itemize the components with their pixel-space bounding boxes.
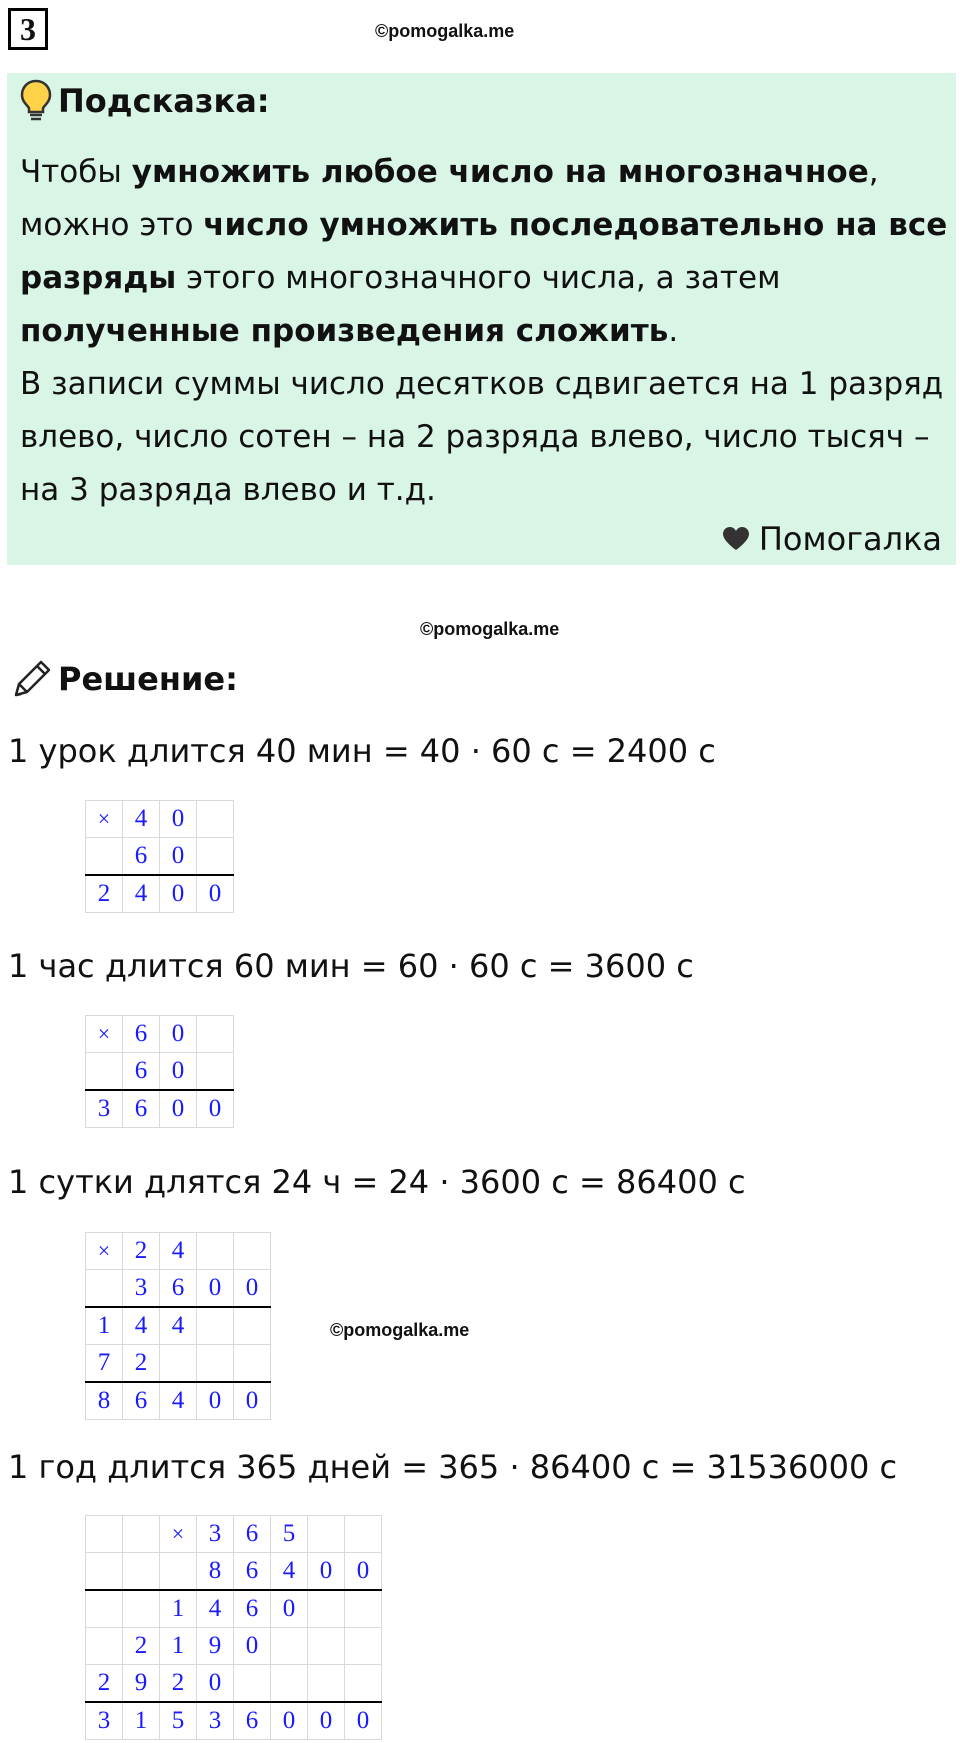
calc-cell [308,1665,345,1703]
multiply-sign: × [86,1016,123,1053]
calc-cell: 0 [345,1553,382,1591]
calc-cell: 1 [86,1307,123,1345]
calc-cell [234,1665,271,1703]
calc-cell: 1 [160,1628,197,1665]
hint-text-part: . [668,313,679,349]
calc-cell: 0 [234,1628,271,1665]
calc-cell [86,1628,123,1665]
calc-cell: 2 [123,1233,160,1270]
hint-signature [721,520,942,558]
calc-cell [308,1516,345,1553]
calc-cell: 2 [160,1665,197,1703]
hint-bold-part: умножить любое число на многозначное [131,154,869,190]
calc-cell: 3 [86,1090,123,1128]
hint-text-part: Чтобы [20,154,132,190]
calc-cell [86,1053,123,1091]
calc-cell: 0 [234,1382,271,1420]
watermark-middle: ©pomogalka.me [420,619,560,639]
calc-row [86,1016,234,1053]
calc-row [86,1702,382,1740]
calc-cell: 2 [123,1345,160,1383]
calc-cell: 0 [197,1665,234,1703]
hint-paragraph-2: В записи суммы число десятков сдвигается на 1 разряд влево, число сотен – на 2 разряда влево, число тысяч – на 3 разряда влево и т.д. [20,366,944,508]
calc-cell [197,838,234,876]
calc-cell: 0 [271,1702,308,1740]
solution-line-2: 1 час длится 60 мин = 60 · 60 с = 3600 с [8,947,694,985]
calc-cell: 4 [160,1233,197,1270]
calc-cell: 9 [123,1665,160,1703]
calc-cell: 6 [234,1702,271,1740]
calc-cell [345,1628,382,1665]
calc-cell: 5 [160,1702,197,1740]
calc-cell: 0 [271,1590,308,1628]
calc-cell: 4 [123,1307,160,1345]
calc-cell: 2 [86,875,123,913]
calc-row [86,1233,271,1270]
calc-cell [234,1233,271,1270]
calc-cell [308,1590,345,1628]
calc-cell: 3 [86,1702,123,1740]
calc-cell: 0 [160,875,197,913]
calc-row [86,1665,382,1703]
calc-cell: 0 [197,1382,234,1420]
calc-cell: 4 [197,1590,234,1628]
pencil-icon [10,657,54,705]
calc-cell: 6 [234,1553,271,1591]
calc-cell [160,1553,197,1591]
calc-row [86,1270,271,1308]
calc-table-3 [85,1232,271,1420]
calc-row [86,1090,234,1128]
calc-cell: 0 [234,1270,271,1308]
calc-cell [123,1553,160,1591]
calc-cell: 7 [86,1345,123,1383]
solution-title: Решение: [58,660,238,698]
calc-cell: 4 [160,1307,197,1345]
calc-cell: 6 [123,1090,160,1128]
calc-cell: 4 [160,1382,197,1420]
calc-cell [86,838,123,876]
calc-cell [86,1553,123,1591]
calc-cell [197,1053,234,1091]
calc-cell [197,1016,234,1053]
calc-row [86,1053,234,1091]
multiply-sign: × [160,1516,197,1553]
hint-title: Подсказка: [58,82,270,120]
calc-cell [234,1307,271,1345]
calc-cell: 6 [234,1590,271,1628]
calc-cell [345,1665,382,1703]
calc-cell: 6 [123,1382,160,1420]
calc-cell: 3 [197,1702,234,1740]
calc-cell: 8 [86,1382,123,1420]
calc-cell: 0 [197,875,234,913]
calc-cell: 5 [271,1516,308,1553]
calc-cell: 6 [123,1016,160,1053]
signature-text: Помогалка [758,520,942,558]
calc-row [86,1553,382,1591]
multiply-sign: × [86,801,123,838]
calc-cell [86,1516,123,1553]
calc-cell: 3 [123,1270,160,1308]
calc-cell [271,1665,308,1703]
calc-row [86,838,234,876]
calc-row [86,1307,271,1345]
hint-bold-part: число умножить последовательно на все разряды [20,207,948,296]
hint-text [20,146,950,517]
calc-cell: 4 [123,801,160,838]
multiply-sign: × [86,1233,123,1270]
solution-line-3: 1 сутки длятся 24 ч = 24 · 3600 с = 86400 с [8,1163,746,1201]
calc-cell: 0 [160,1090,197,1128]
calc-row [86,1382,271,1420]
calc-cell: 0 [197,1270,234,1308]
calc-cell: 9 [197,1628,234,1665]
calc-table-2 [85,1015,234,1128]
calc-cell: 6 [160,1270,197,1308]
calc-cell: 2 [86,1665,123,1703]
calc-row [86,1628,382,1665]
calc-cell [197,1307,234,1345]
calc-cell: 3 [197,1516,234,1553]
calc-table-4 [85,1515,382,1740]
calc-row [86,1590,382,1628]
calc-cell: 1 [123,1702,160,1740]
lightbulb-icon [18,78,54,126]
calc-cell: 0 [308,1702,345,1740]
watermark-bottom: ©pomogalka.me [330,1320,470,1340]
calc-cell [86,1270,123,1308]
hint-text-part: , можно это [20,154,879,243]
calc-cell: 0 [160,1053,197,1091]
task-number: 3 [8,8,48,50]
calc-cell: 2 [123,1628,160,1665]
calc-cell [345,1516,382,1553]
hint-bold-part: полученные произведения сложить [20,313,669,349]
calc-cell [123,1590,160,1628]
calc-row [86,1345,271,1383]
calc-cell: 6 [123,838,160,876]
calc-cell [308,1628,345,1665]
calc-row [86,1516,382,1553]
calc-cell: 8 [197,1553,234,1591]
calc-cell: 0 [160,1016,197,1053]
calc-cell [160,1345,197,1383]
calc-cell [197,801,234,838]
solution-line-1: 1 урок длится 40 мин = 40 · 60 с = 2400 с [8,732,716,770]
hint-text-part: этого многозначного числа, а затем [176,260,781,296]
calc-row [86,875,234,913]
watermark-top: ©pomogalka.me [375,21,515,41]
calc-cell: 0 [160,838,197,876]
calc-cell [234,1345,271,1383]
calc-cell: 6 [234,1516,271,1553]
calc-row [86,801,234,838]
solution-line-4: 1 год длится 365 дней = 365 · 86400 с = 31536000 с [8,1448,898,1486]
calc-cell: 1 [160,1590,197,1628]
calc-table-1 [85,800,234,913]
calc-cell: 0 [308,1553,345,1591]
calc-cell [86,1590,123,1628]
calc-cell [345,1590,382,1628]
calc-cell: 0 [197,1090,234,1128]
calc-cell [123,1516,160,1553]
calc-cell: 4 [123,875,160,913]
calc-cell [197,1233,234,1270]
calc-cell: 0 [160,801,197,838]
heart-icon [721,526,751,552]
calc-cell [271,1628,308,1665]
calc-cell [197,1345,234,1383]
calc-cell: 6 [123,1053,160,1091]
calc-cell: 0 [345,1702,382,1740]
calc-cell: 4 [271,1553,308,1591]
